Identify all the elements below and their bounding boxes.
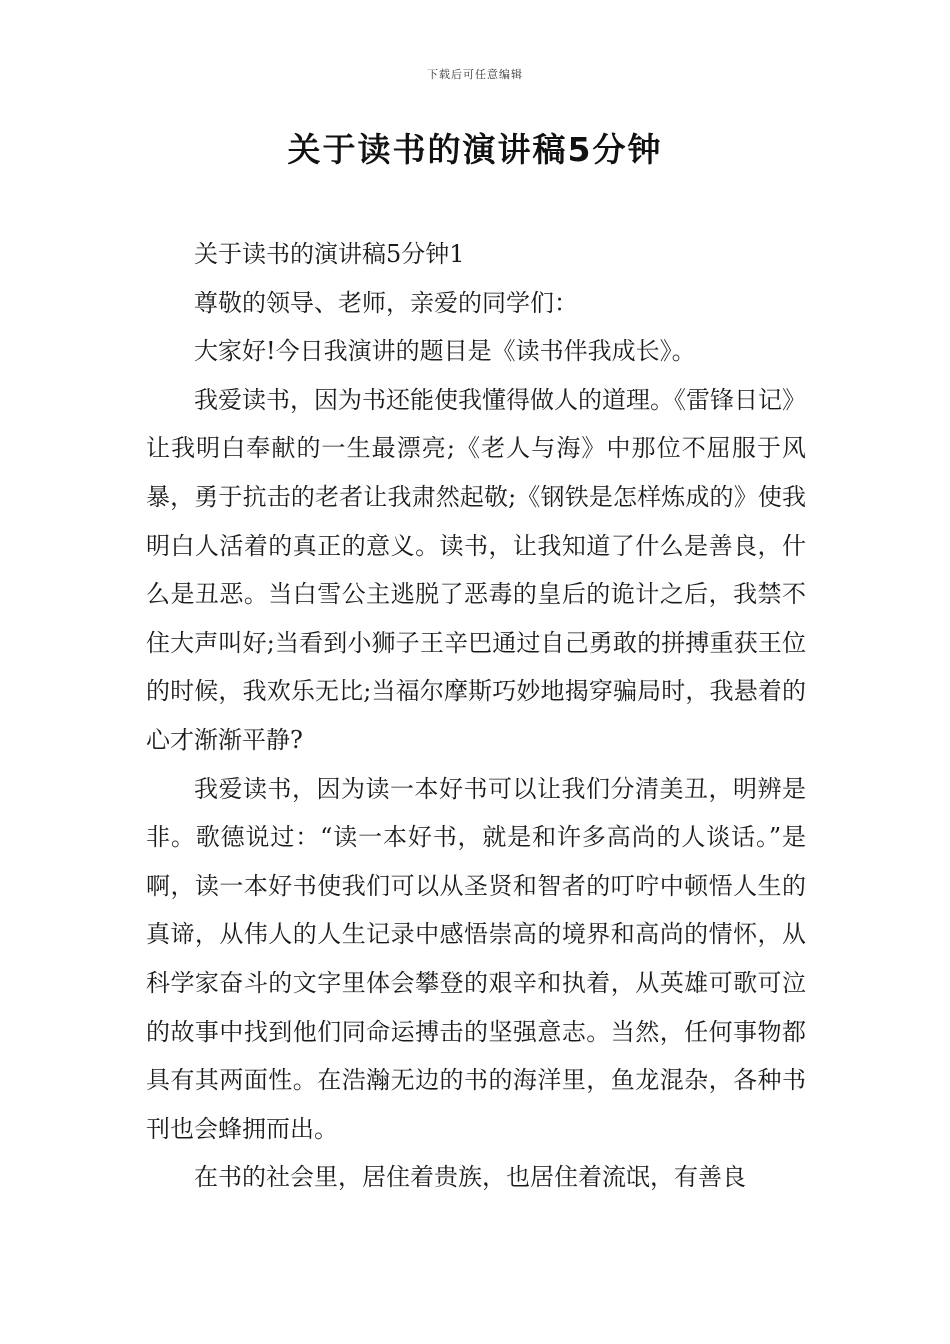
- paragraph-body-1: 我爱读书，因为书还能使我懂得做人的道理。《雷锋日记》让我明白奉献的一生最漂亮;《老人与海》中那位不屈服于风暴，勇于抗击的老者让我肃然起敬;《钢铁是怎样炼成的》使我明白人活着的真正的意义。读书，让我知道了什么是善良，什么是丑恶。当白雪公主逃脱了恶毒的皇后的诡计之后，我禁不住大声叫好;当看到小狮子王辛巴通过自己勇敢的拼搏重获王位的时候，我欢乐无比;当福尔摩斯巧妙地揭穿骗局时，我悬着的心才渐渐平静?: [146, 385, 806, 754]
- paragraph-body-3: 在书的社会里，居住着贵族，也居住着流氓，有善良: [194, 1163, 746, 1192]
- document-title: 关于读书的演讲稿5分钟: [287, 130, 663, 169]
- paragraph-salutation: 尊敬的领导、老师，亲爱的同学们：: [194, 288, 578, 317]
- document-body: [146, 230, 806, 1202]
- paragraph-subtitle: 关于读书的演讲稿5分钟1: [194, 240, 465, 268]
- header-note: 下载后可任意编辑: [427, 68, 523, 81]
- paragraph-greeting: 大家好!今日我演讲的题目是《读书伴我成长》。: [194, 337, 696, 366]
- paragraph-body-2: 我爱读书，因为读一本好书可以让我们分清美丑，明辨是非。歌德说过：“读一本好书，就是和许多高尚的人谈话。”是啊，读一本好书使我们可以从圣贤和智者的叮咛中顿悟人生的真谛，从伟人的人生记录中感悟崇高的境界和高尚的情怀，从科学家奋斗的文字里体会攀登的艰辛和执着，从英雄可歌可泣的故事中找到他们同命运搏击的坚强意志。当然，任何事物都具有其两面性。在浩瀚无边的书的海洋里，鱼龙混杂，各种书刊也会蜂拥而出。: [146, 774, 806, 1143]
